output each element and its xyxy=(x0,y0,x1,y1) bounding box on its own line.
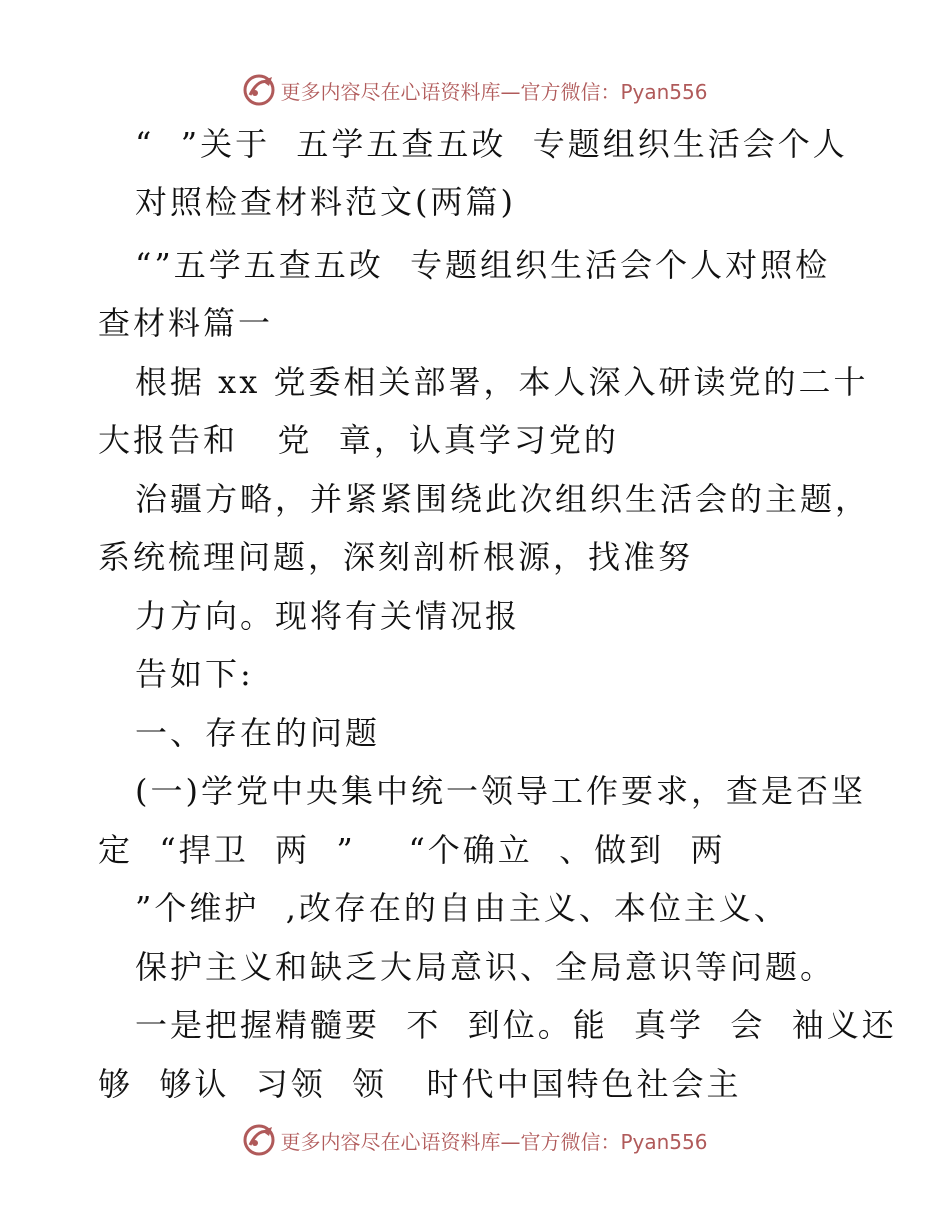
doc-line: 治疆方略，并紧紧围绕此次组织生活会的主题， xyxy=(135,480,871,518)
doc-line: 定 “捍卫 两 ” “个确立 、做到 两 xyxy=(98,831,726,869)
doc-line: 力方向。现将有关情况报 xyxy=(135,597,521,635)
doc-line: 一是把握精髓要 不 到位。能 真学 会 袖义还 xyxy=(135,1006,897,1044)
doc-line: “”五学五查五改 专题组织生活会个人对照检 xyxy=(135,246,831,284)
doc-line: 根据 xx 党委相关部署，本人深入研读党的二十 xyxy=(135,363,869,401)
doc-line: 保护主义和缺乏大局意识、全局意识等问题。 xyxy=(135,948,836,986)
brand-logo-icon xyxy=(242,1123,276,1157)
doc-line: 够 够认 习领 领 时代中国特色社会主 xyxy=(98,1065,742,1103)
header-banner xyxy=(0,70,950,110)
footer-banner-text: 更多内容尽在心语资料库—官方微信：Pyan556 xyxy=(280,1129,708,1154)
header-banner-text: 更多内容尽在心语资料库—官方微信：Pyan556 xyxy=(280,79,708,104)
doc-line: 告如下: xyxy=(135,655,254,693)
doc-line: ”个维护 ,改存在的自由主义、本位主义、 xyxy=(135,889,789,927)
doc-line: 一、存在的问题 xyxy=(135,714,381,752)
brand-logo-icon xyxy=(242,73,276,107)
doc-line: 查材料篇一 xyxy=(98,304,274,342)
doc-line: 对照检查材料范文(两篇) xyxy=(135,183,516,221)
doc-line: “ ”关于 五学五查五改 专题组织生活会个人 xyxy=(135,125,848,163)
doc-line: (一)学党中央集中统一领导工作要求，查是否坚 xyxy=(135,772,866,810)
doc-line: 大报告和 党 章，认真学习党的 xyxy=(98,421,619,459)
footer-banner xyxy=(0,1120,950,1160)
doc-line: 系统梳理问题，深刻剖析根源，找准努 xyxy=(98,538,694,576)
